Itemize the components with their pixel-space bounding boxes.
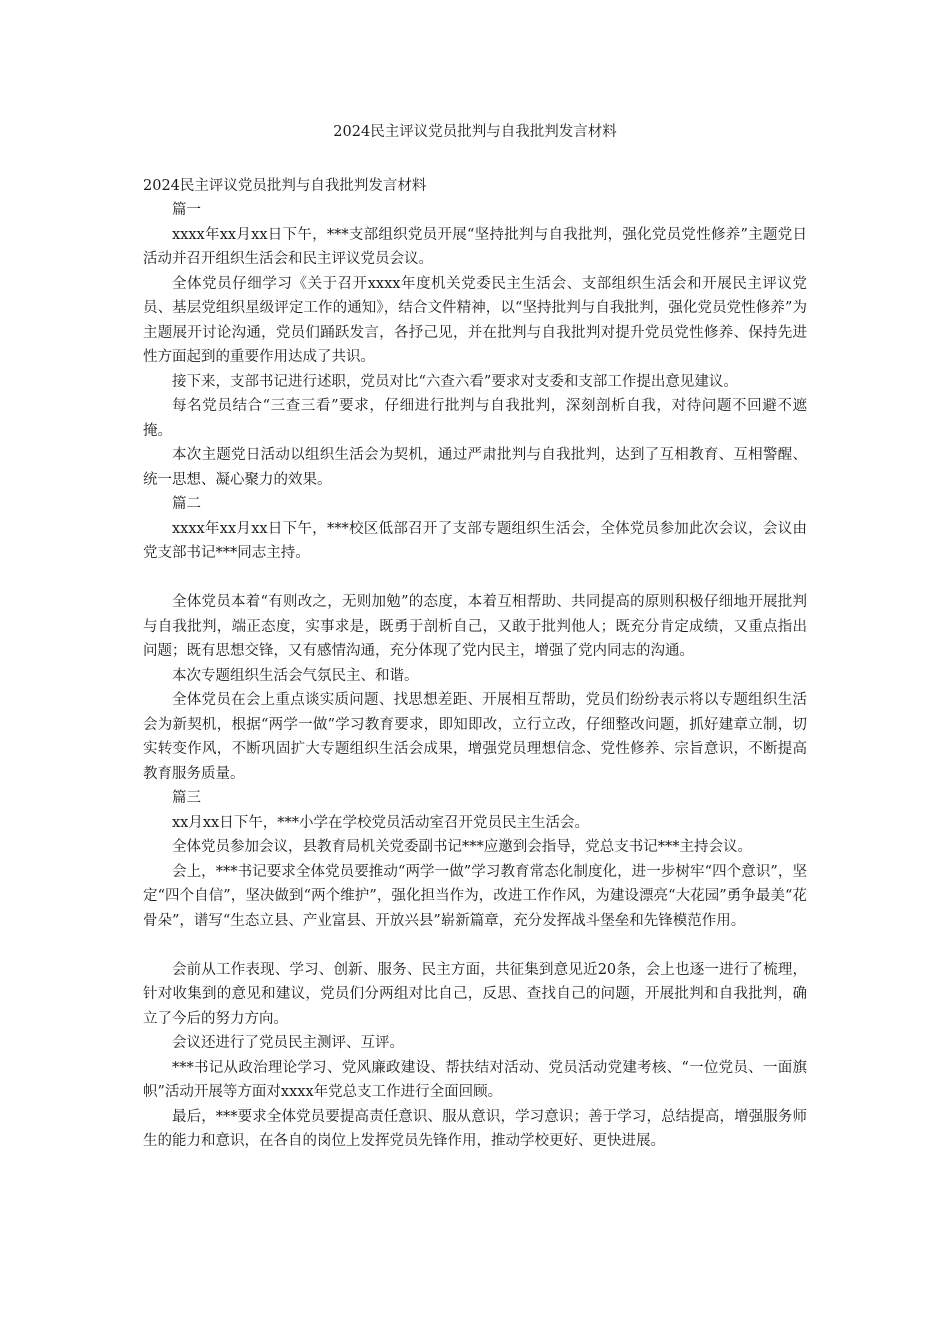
paragraph: 篇二	[172, 496, 201, 512]
paragraph: 本次主题党日活动以组织生活会为契机，通过严肃批判与自我批判，达到了互相教育、互相警醒、统一思想、凝心聚力的效果。	[143, 447, 807, 488]
document-body	[143, 198, 807, 1154]
paragraph: ***书记从政治理论学习、党风廉政建设、帮扶结对活动、党员活动党建考核、“一位党员、一面旗帜”活动开展等方面对xxxx年党总支工作进行全面回顾。	[143, 1059, 807, 1100]
paragraph: 最后，***要求全体党员要提高责任意识、服从意识，学习意识；善于学习，总结提高，增强服务师生的能力和意识，在各自的岗位上发挥党员先锋作用，推动学校更好、更快进展。	[143, 1108, 807, 1149]
paragraph: 篇一	[172, 202, 201, 218]
paragraph: xxxx年xx月xx日下午，***校区低部召开了支部专题组织生活会，全体党员参加此次会议，会议由党支部书记***同志主持。	[143, 520, 807, 561]
paragraph: 全体党员本着“有则改之，无则加勉”的态度，本着互相帮助、共同提高的原则积极仔细地开展批判与自我批判，端正态度，实事求是，既勇于剖析自己，又敢于批判他人；既充分肯定成绩，又重点指出问题；既有思想交锋，又有感情沟通，充分体现了党内民主，增强了党内同志的沟通。	[143, 594, 807, 659]
document-page	[143, 120, 807, 1154]
document-subtitle: 2024民主评议党员批判与自我批判发言材料	[143, 178, 427, 194]
paragraph: xx月xx日下午，***小学在学校党员活动室召开党员民主生活会。	[172, 814, 589, 831]
paragraph: 全体党员在会上重点谈实质问题、找思想差距、开展相互帮助，党员们纷纷表示将以专题组织生活会为新契机，根据“两学一做”学习教育要求，即知即改，立行立改，仔细整改问题，抓好建章立制，切实转变作风，不断巩固扩大专题组织生活会成果，增强党员理想信念、党性修养、宗旨意识，不断提高教育服务质量。	[143, 692, 807, 782]
paragraph: 会上，***书记要求全体党员要推动“两学一做”学习教育常态化制度化，进一步树牢“四个意识”，坚定“四个自信”，坚决做到“两个维护”，强化担当作为，改进工作作风，为建设漂亮“大花园”勇争最美“花骨朵”，谱写“生态立县、产业富县、开放兴县”崭新篇章，充分发挥战斗堡垒和先锋模范作用。	[143, 863, 807, 929]
blank-line	[143, 566, 807, 591]
paragraph: 全体党员参加会议，县教育局机关党委副书记***应邀到会指导，党总支书记***主持会议。	[172, 839, 752, 855]
blank-line	[143, 933, 807, 958]
paragraph: 篇三	[172, 790, 201, 806]
paragraph: 会前从工作表现、学习、创新、服务、民主方面，共征集到意见近20条，会上也逐一进行了梳理，针对收集到的意见和建议，党员们分两组对比自己，反思、查找自己的问题，开展批判和自我批判，确立了今后的努力方向。	[143, 961, 807, 1027]
document-title: 2024民主评议党员批判与自我批判发言材料	[333, 124, 617, 140]
paragraph: 本次专题组织生活会气氛民主、和谐。	[172, 667, 419, 684]
paragraph: 接下来，支部书记进行述职，党员对比“六查六看”要求对支委和支部工作提出意见建议。	[172, 373, 738, 390]
paragraph: 每名党员结合“三查三看”要求，仔细进行批判与自我批判，深刻剖析自我，对待问题不回避不遮掩。	[143, 398, 807, 439]
paragraph: xxxx年xx月xx日下午，***支部组织党员开展“坚持批判与自我批判，强化党员党性修养”主题党日活动并召开组织生活会和民主评议党员会议。	[143, 226, 807, 267]
paragraph: 全体党员仔细学习《关于召开xxxx年度机关党委民主生活会、支部组织生活会和开展民主评议党员、基层党组织星级评定工作的通知》，结合文件精神，以“坚持批判与自我批判，强化党员党性修养”为主题展开讨论沟通，党员们踊跃发言，各抒己见，并在批判与自我批判对提升党员党性修养、保持先进性方面起到的重要作用达成了共识。	[143, 275, 807, 365]
paragraph: 会议还进行了党员民主测评、互评。	[172, 1035, 404, 1051]
